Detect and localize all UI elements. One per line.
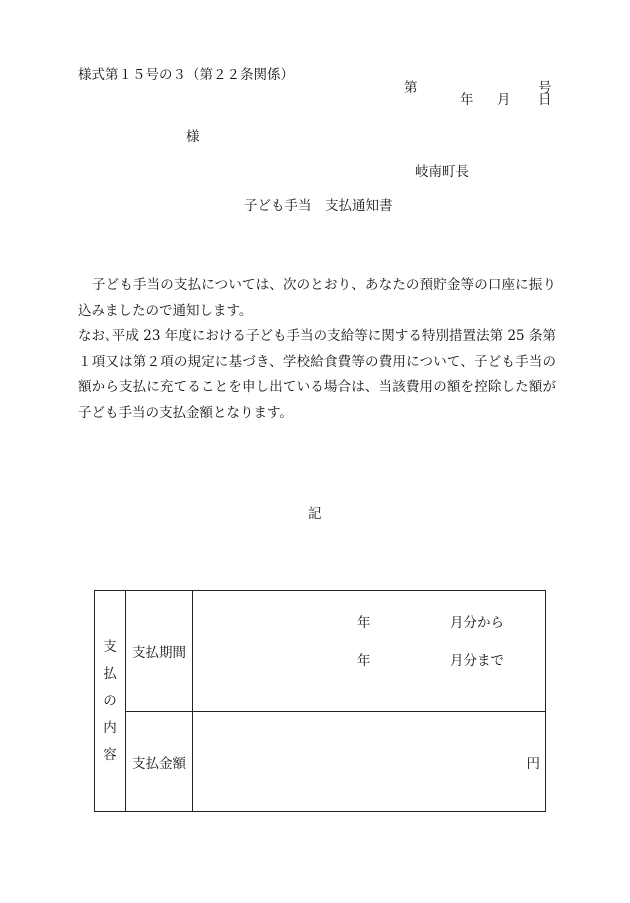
section-char: 内 — [103, 719, 117, 736]
body-paragraph-1: 子ども手当の支払については、次のとおり、あなたの預貯金等の口座に振り込みましたので通知します。 — [78, 277, 556, 319]
period-label: 支払期間 — [126, 591, 193, 712]
period-to-month: 月分まで — [450, 653, 504, 669]
section-char: 払 — [103, 665, 117, 682]
section-char: の — [103, 692, 117, 709]
period-value-cell — [193, 591, 546, 712]
amount-label: 支払金額 — [126, 712, 193, 812]
section-char: 支 — [103, 638, 117, 655]
period-to-year: 年 — [357, 653, 371, 669]
amount-yen: 円 — [526, 756, 540, 772]
recipient-sama: 様 — [186, 129, 200, 145]
date-day: 日 — [538, 92, 552, 108]
section-char: 容 — [103, 746, 117, 763]
date-month: 月 — [497, 92, 511, 108]
number-dai: 第 — [404, 80, 418, 96]
number-go: 号 — [538, 80, 552, 96]
section-label-vertical — [95, 591, 126, 812]
issuer-name: 岐南町長 — [415, 164, 469, 180]
date-year: 年 — [460, 92, 474, 108]
body-paragraph-2: なお､平成 23 年度における子ども手当の支給等に関する特別措置法第 25 条第１項又は第２項の規定に基づき、学校給食費等の費用について、子ども手当の額から支払に充てることを申し出ている場合は、当該費用の額を控除した額が子ども手当の支払金額となります。 — [78, 328, 556, 421]
document-title: 子ども手当 支払通知書 — [244, 198, 393, 214]
amount-value-cell — [193, 712, 546, 812]
payment-content-table — [94, 590, 546, 812]
period-from-month: 月分から — [450, 615, 504, 631]
form-number: 様式第１５号の３（第２２条関係） — [78, 67, 294, 83]
ki-heading: 記 — [308, 506, 322, 522]
period-from-year: 年 — [357, 615, 371, 631]
